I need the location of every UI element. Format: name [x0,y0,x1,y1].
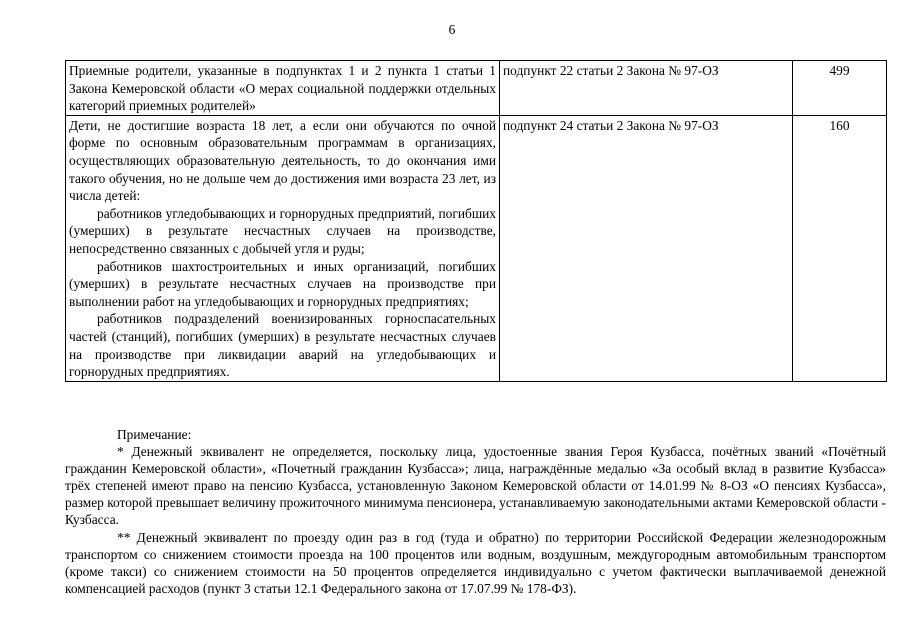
notes-heading: Примечание: [117,427,192,442]
page-number: 6 [448,22,456,37]
category-text: Приемные родители, указанные в подпунктах 1 и 2 пункта 1 статьи 1 Закона Кемеровской области «О мерах социальной поддержки отдельных категорий приемных родителей» [69,63,496,114]
notes-section [65,426,886,597]
category-subitem: работников подразделений военизированных горноспасательных частей (станций), погибших (умерших) в результате несчастных случаев на производстве при ликвидации аварий на угледобывающих и горнорудных предприятиях. [69,311,496,380]
category-cell [66,61,500,116]
note-item: ** Денежный эквивалент по проезду один раз в год (туда и обратно) по территории Российской Федерации железнодорожным транспортом со снижением стоимости проезда на 100 процентов или водным, воздушным, междугородным автомобильным транспортом (кроме такси) со снижением стоимости на 50 процентов определяется индивидуально с учетом фактически выплачиваемой денежной компенсацией расходов (пункт 3 статьи 12.1 Федерального закона от 17.07.99 № 178-ФЗ). [65,529,886,596]
category-cell [66,115,500,381]
note-item: * Денежный эквивалент не определяется, поскольку лица, удостоенные звания Героя Кузбасса, почётных званий «Почётный гражданин Кемеровской области», «Почетный гражданин Кузбасса»; лица, награждённые медалью «За особый вклад в развитие Кузбасса» трёх степеней имеют право на пенсию Кузбасса, установленную Законом Кемеровской области от 14.01.99 № 8-ОЗ «О пенсиях Кузбасса», размер которой превышает величину прожиточного минимума пенсионера, устанавливаемую законодательными актами Кемеровской области - Кузбасса. [65,444,886,528]
benefits-table [65,60,887,382]
category-subitem: работников угледобывающих и горнорудных предприятий, погибших (умерших) в результате несчастных случаев на производстве, непосредственно связанных с добычей угля и руды; [69,205,496,256]
amount-cell: 499 [793,61,887,116]
legal-basis-cell: подпункт 24 статьи 2 Закона № 97-ОЗ [500,115,793,381]
table-row [66,115,887,381]
amount-cell: 160 [793,115,887,381]
table-row [66,61,887,116]
category-subitem: работников шахтостроительных и иных организаций, погибших (умерших) в результате несчастных случаев на производстве при выполнении работ на угледобывающих и горнорудных предприятиях; [69,258,496,309]
category-text: Дети, не достигшие возраста 18 лет, а если они обучаются по очной форме по основным образовательным программам в организациях, осуществляющих образовательную деятельность, то до окончания ими такого обучения, но не дольше чем до достижения ими возраста 23 лет, из числа детей: [69,117,496,204]
legal-basis-cell: подпункт 22 статьи 2 Закона № 97-ОЗ [500,61,793,116]
